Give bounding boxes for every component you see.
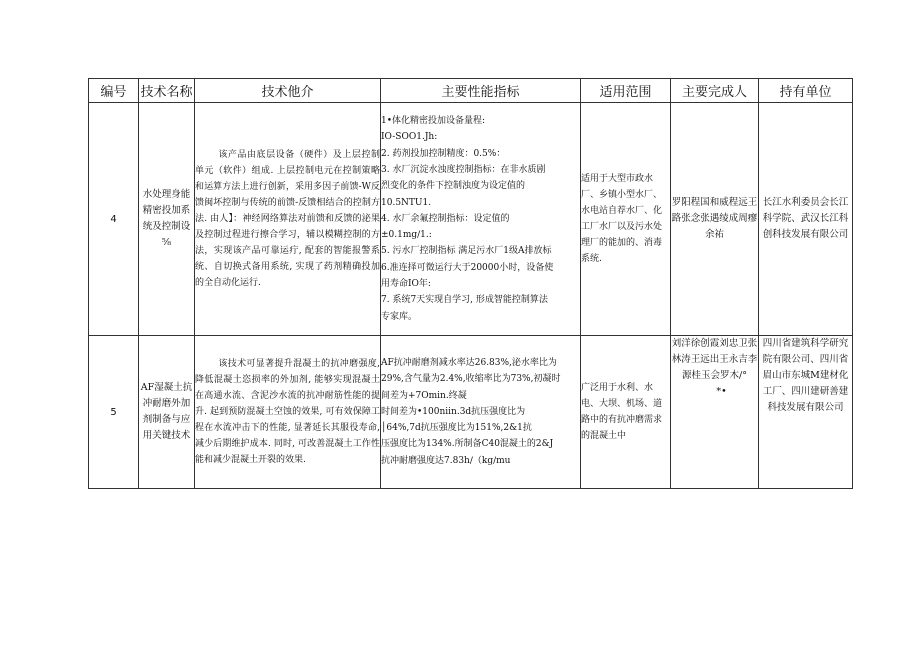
tech-intro [195, 336, 381, 489]
performance-line: 7. 系统7天实现自学习, 形成智能控制算法 [381, 295, 548, 306]
org-cell: 四川省建筑科学研究院有限公司、四川省眉山市东城M建材化工厂、四川建研善建科技发展有限公司 [759, 336, 853, 489]
performance-line: │64%,7d抗压强度比为151%,2&1抗 [381, 423, 532, 434]
performance-line: 间差为+7Omin.终凝 [381, 390, 467, 401]
row-number: 4 [89, 103, 139, 336]
performance-line: 5. 污水厂控制指标 满足污水厂1级A排放标 [381, 246, 552, 257]
performance-line: AF抗冲耐磨剂减水率达26.83%,泌水率比为 [381, 357, 557, 368]
persons-cell [671, 336, 759, 489]
performance-line: 3. 水厂沉淀水浊度控制指标：在非水质剧 [381, 164, 546, 175]
persons-note: *• [716, 386, 727, 397]
persons-text: 刘洋徐创霞刘忠卫张林涛王远出王永吉李源桂玉会罗木∕° [671, 338, 758, 381]
performance-line: 1•体化精密投加设备量程: [381, 116, 486, 127]
performance-line: 6.准连择可徵运行大于20000小时，设备使 [381, 262, 554, 273]
performance-line: 专家库。 [381, 311, 418, 322]
tech-intro [195, 103, 381, 336]
header-persons: 主要完成人 [671, 79, 759, 103]
performance-line: ±0.1mg∕1.: [381, 230, 432, 241]
performance-line: 烈变化的条件下控制浊度为设定值的 [381, 181, 526, 192]
tech-name: AF湿凝土抗冲耐磨外加剂制备与应用关键技术 [139, 336, 195, 489]
technology-table [88, 78, 853, 489]
performance-line: 时间差为•100niin.3d抗压强度比为 [381, 406, 526, 417]
tech-intro-text: 该产品由底层设备（硬件）及上层控制单元（软件）组成. 上层控制电元在控制策略和运算方法上进行创新，采用多因子前馈-W反馈闽坏控制与传统的前馈-反馈相结合的控制方法. 由人】：神经网络算法对前馈和反馈的泌果及控制过程进行擦合学习，辅以模糊控制的方法，实现该产品可靠运疔, 配套的智能报警系统、自切换式备用系统, 实现了药剂精确投加的全自动化运行. [195, 150, 380, 288]
header-org: 持有单位 [759, 79, 853, 103]
header-tech-intro: 技术他介 [195, 79, 381, 103]
table-row [89, 103, 853, 336]
tech-name: 水处理身能精密投加系统及控制设⅝ [139, 103, 195, 336]
persons-cell: 罗阳程国和威程远王路张念张遇绫成周瘳余祐 [671, 103, 759, 336]
performance-line: 压强度比为134%.所制备C40混凝土的2&J [381, 439, 554, 450]
header-performance: 主要性能指标 [381, 79, 581, 103]
org-cell: 长江水利委员会长江科学院、武汉长江科创科技发展有限公司 [759, 103, 853, 336]
scope-cell: 适用于大型市政水厂、乡镇小型水厂、水电站自荐水厂、化工厂水厂以及污水处理厂的能加的、消毒系统. [581, 103, 671, 336]
performance-line: 10.5NTU1. [381, 197, 432, 208]
header-tech-name: 技术名称 [139, 79, 195, 103]
performance-line: 用寿命IO年: [381, 279, 431, 290]
performance-line: 4. 水厂余氟控制指标：设定值的 [381, 213, 510, 224]
tech-intro-text: 该技术可显著提升混凝土的抗冲磨强度, 降低混凝土恣损率的外加剂, 能够实现混凝土在高通水流、含泥沙水流的抗冲耐筋性能的提升. 起到预防混凝土空蚀的效果, 可有效保障工程在水流冲击下的性能, 显著延长其服役寿命, 减少后期维护成本. 同时, 可改善混凝土工作性能和减少混凝土开裂的效果. [195, 359, 380, 465]
header-number: 编号 [89, 79, 139, 103]
row-number: 5 [89, 336, 139, 489]
performance-cell [381, 103, 581, 336]
scope-cell: 广泛用于水利、水电、大坝、机场、道路中的有抗冲磨需求的混凝土中 [581, 336, 671, 489]
performance-line: IO-SOO1.Jh: [381, 132, 438, 143]
performance-cell [381, 336, 581, 489]
performance-line: 2. 药剂投加控制精度：0.5%： [381, 148, 506, 159]
table-row [89, 336, 853, 489]
header-row [89, 79, 853, 103]
performance-line: 29%,含气量为2.4%,收缩率比为73%,初凝时 [381, 374, 561, 385]
header-scope: 适用范围 [581, 79, 671, 103]
performance-line: 抗冲耐磨强度达7.83h∕（kg∕mu [381, 455, 511, 466]
